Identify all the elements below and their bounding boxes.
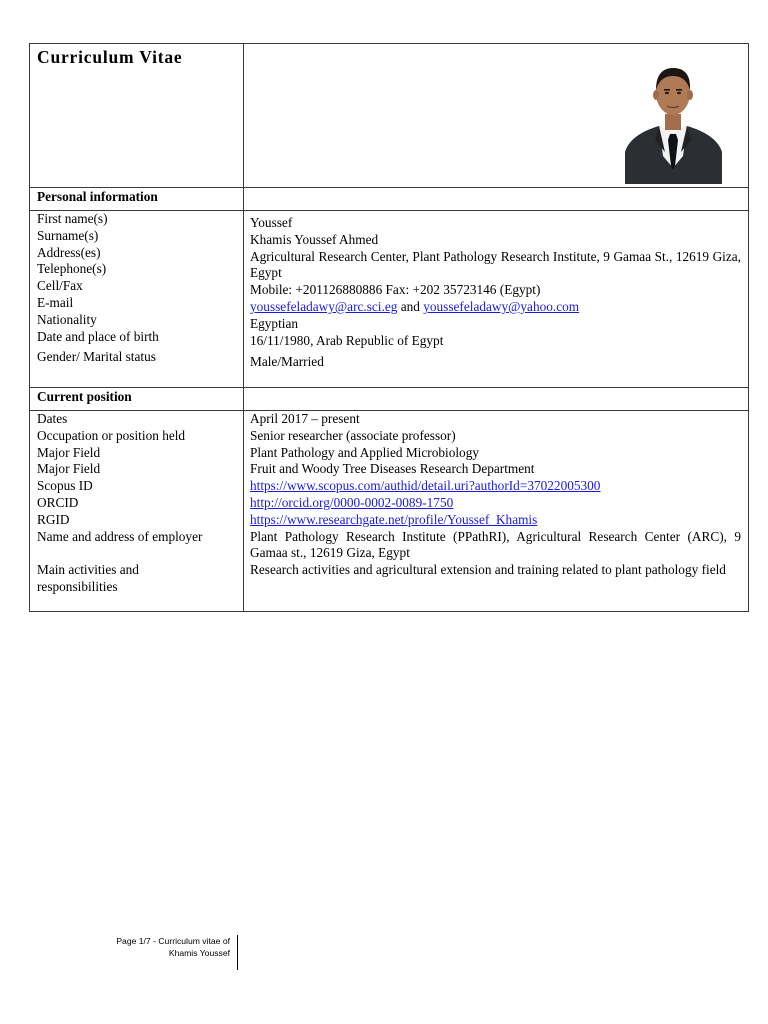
value-email <box>250 299 741 316</box>
personal-heading-blank <box>244 188 749 211</box>
value-nationality: Egyptian <box>250 315 299 331</box>
label-rgid: RGID <box>37 511 70 527</box>
label-activities-2: responsibilities <box>37 579 118 595</box>
position-details-row <box>30 411 749 612</box>
label-surname: Surname(s) <box>37 227 99 243</box>
email-link-yahoo[interactable]: youssefeladawy@yahoo.com <box>423 298 580 314</box>
title-row <box>30 44 749 188</box>
photo-cell <box>244 44 749 188</box>
value-gender: Male/Married <box>250 354 324 370</box>
position-section-heading: Current position <box>30 388 244 411</box>
position-labels <box>30 411 244 612</box>
value-occupation: Senior researcher (associate professor) <box>250 427 456 443</box>
label-occupation: Occupation or position held <box>37 427 186 443</box>
footer-divider <box>237 935 238 970</box>
value-surname: Khamis Youssef Ahmed <box>250 231 379 247</box>
position-values <box>244 411 749 612</box>
value-first-name: Youssef <box>250 215 293 230</box>
label-activities-1: Main activities and <box>37 562 139 578</box>
label-telephone: Telephone(s) <box>37 261 107 277</box>
label-cell-fax: Cell/Fax <box>37 278 83 294</box>
value-address: Agricultural Research Center, Plant Pathology Research Institute, 9 Gamaa St., 12619 Giza, Egypt <box>250 248 741 281</box>
profile-photo <box>625 56 722 184</box>
scopus-link[interactable]: https://www.scopus.com/authid/detail.uri?authorId=37022005300 <box>250 478 601 494</box>
label-email: E-mail <box>37 294 74 310</box>
position-heading-row <box>30 388 749 411</box>
position-heading-blank <box>244 388 749 411</box>
label-orcid: ORCID <box>37 494 79 510</box>
orcid-link[interactable]: http://orcid.org/0000-0002-0089-1750 <box>250 494 454 510</box>
value-employer: Plant Pathology Research Institute (PPathRI), Agricultural Research Center (ARC), 9 Gamaa st., 12619 Giza, Egypt <box>250 528 741 561</box>
label-dates: Dates <box>37 411 68 426</box>
value-major-field-2: Fruit and Woody Tree Diseases Research Department <box>250 461 535 477</box>
value-dates: April 2017 – present <box>250 411 360 426</box>
email-link-arc[interactable]: youssefeladawy@arc.sci.eg <box>250 298 398 314</box>
personal-heading-row <box>30 188 749 211</box>
researchgate-link[interactable]: https://www.researchgate.net/profile/Youssef_Khamis <box>250 511 538 527</box>
label-birth: Date and place of birth <box>37 328 159 344</box>
value-activities: Research activities and agricultural extension and training related to plant pathology field <box>250 562 726 578</box>
footer-line-1: Page 1/7 - Curriculum vitae of <box>116 936 230 946</box>
personal-labels <box>30 211 244 388</box>
value-major-field-1: Plant Pathology and Applied Microbiology <box>250 444 479 460</box>
label-address: Address(es) <box>37 244 101 260</box>
email-joiner: and <box>397 298 424 314</box>
footer-line-2: Khamis Youssef <box>168 948 230 958</box>
value-birth: 16/11/1980, Arab Republic of Egypt <box>250 332 444 348</box>
personal-section-heading: Personal information <box>30 188 244 211</box>
personal-values <box>244 211 749 388</box>
label-first-name: First name(s) <box>37 211 108 226</box>
personal-details-row <box>30 211 749 388</box>
page-footer <box>100 935 230 959</box>
label-major-field-1: Major Field <box>37 444 101 460</box>
label-employer: Name and address of employer <box>37 528 203 544</box>
label-scopus: Scopus ID <box>37 478 93 494</box>
value-phone: Mobile: +201126880886 Fax: +202 35723146 (Egypt) <box>250 282 541 298</box>
label-major-field-2: Major Field <box>37 461 101 477</box>
label-nationality: Nationality <box>37 311 97 327</box>
title-cell <box>30 44 244 188</box>
cv-table <box>29 43 749 612</box>
label-gender: Gender/ Marital status <box>37 349 156 365</box>
cv-title: Curriculum Vitae <box>37 47 183 67</box>
